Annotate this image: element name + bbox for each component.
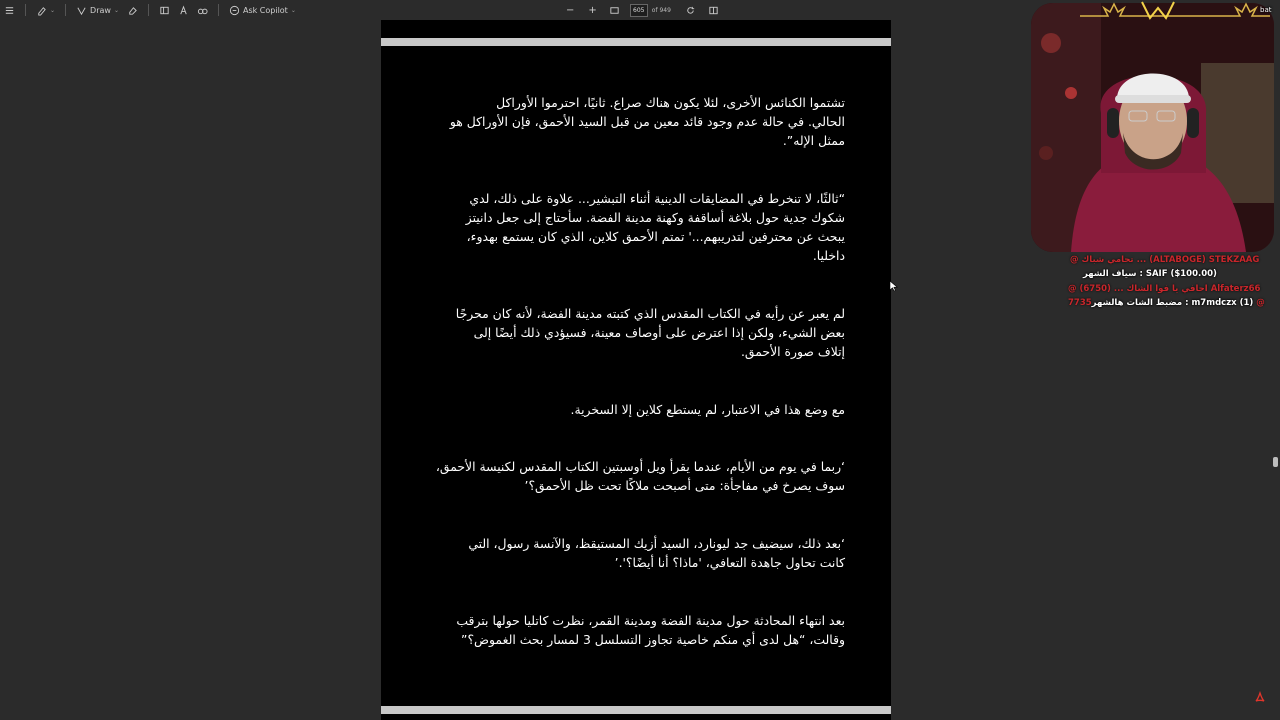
total-pages: of 949 (651, 6, 671, 14)
text-box-button[interactable] (155, 0, 174, 20)
highlight-button[interactable] (32, 0, 59, 20)
toolbar-divider (148, 4, 149, 16)
top-chatter-label: مضبط الشات هالشهر : m7mdczx (1) (1091, 298, 1254, 308)
text-line: “ثالثًا، لا تنخرط في المضايقات الدينية أثناء التبشير... علاوة على ذلك، لدي (469, 191, 845, 206)
toolbar-divider (25, 4, 26, 16)
paragraph-1 (450, 93, 845, 150)
overlay-line-3: @ احافي يا فوا الشاك ... (6750) Alfaterz66 (1068, 284, 1261, 294)
streamer-image (1031, 3, 1274, 252)
top-donor-label: سياف الشهر : SAIF ($100.00) (1083, 269, 1217, 279)
highlighter-icon (36, 5, 47, 16)
text-line: وقالت، “هل لدى أي منكم خاصية تجاوز التسلسل 3 لمسار بحث الغموض؟” (461, 632, 845, 647)
text-line: ممثل الإله”. (782, 133, 845, 148)
mouse-cursor-icon (889, 280, 899, 292)
page-view-icon[interactable] (708, 5, 719, 16)
paragraph-2 (466, 189, 845, 265)
text-icon (178, 5, 189, 16)
erase-button[interactable] (123, 0, 142, 20)
overlay-line-1: @ تحامي شباك ... (ALTABOGE) STEKZAAG (1070, 255, 1260, 265)
text-line: شكوك جدية حول بلاغة أساقفة وكهنة مدينة الفضة. سأحتاج إلى جعل دانيتز (465, 210, 845, 225)
rotate-icon[interactable] (685, 5, 696, 16)
paragraph-5 (436, 457, 845, 495)
list-icon (4, 5, 15, 16)
overlay-line-4 (1068, 298, 1265, 308)
page-gap (381, 38, 891, 46)
webcam-feed (1031, 3, 1274, 252)
page-number-input[interactable]: 605 (630, 4, 648, 17)
text-line: الحالي. في حالة عدم وجود قائد معين من قبل السيد الأحمق، فإن الأوراكل هو (449, 114, 845, 129)
chevron-down-icon[interactable]: ⌄ (290, 6, 296, 14)
draw-label: Draw (90, 5, 111, 15)
ask-copilot-label: Ask Copilot (242, 5, 288, 15)
contents-button[interactable] (0, 0, 19, 20)
text-line: بعض الشيء، ولكن إذا اعترض على أوصاف معينة، فسيؤدي ذلك أيضًا إلى (473, 325, 845, 340)
text-line: مع وضع هذا في الاعتبار، لم يستطع كلاين إلا السخرية. (570, 402, 845, 417)
chevron-down-icon[interactable]: ⌄ (113, 6, 119, 14)
text-line: ‘بعد ذلك، سيضيف جد ليونارد، السيد أزيك المستيقظ، والآنسة رسول، التي (468, 536, 845, 551)
overlay-prefix: 7735 (1068, 298, 1092, 308)
draw-button[interactable] (72, 0, 123, 20)
copilot-icon (229, 5, 240, 16)
overlay-suffix: @ (1256, 298, 1265, 308)
previous-page (381, 20, 891, 38)
text-line: كانت تحاول جاهدة التعافي، 'ماذا؟ أنا أيضًا؟'.’ (614, 555, 845, 570)
paragraph-4 (571, 400, 846, 419)
text-line: إتلاف صورة الأحمق. (740, 344, 845, 359)
chevron-down-icon[interactable]: ⌄ (50, 6, 56, 14)
paragraph-3 (456, 304, 845, 361)
next-page (381, 714, 891, 720)
text-line: تشتموا الكنائس الأخرى، لئلا يكون هناك صراع. ثانيًا، احترموا الأوراكل (496, 95, 845, 110)
text-box-icon (159, 5, 170, 16)
pen-icon (76, 5, 87, 16)
cam-name: bat (1260, 6, 1272, 14)
read-aloud-button[interactable] (193, 0, 212, 20)
pdf-app-icon[interactable] (1254, 691, 1266, 703)
text-line: سوف يصرخ في مفاجأة: متى أصبحت ملاكًا تحت ظل الأحمق؟’ (524, 478, 845, 493)
pdf-page (381, 46, 891, 706)
text-line: بعد انتهاء المحادثة حول مدينة الفضة ومدينة القمر، نظرت كاتليا حولها بترقب (456, 613, 845, 628)
paragraph-7 (456, 611, 845, 649)
fit-page-icon[interactable] (609, 5, 620, 16)
add-text-button[interactable] (174, 0, 193, 20)
text-line: ‘ربما في يوم من الأيام، عندما يقرأ ويل أوسبتين الكتاب المقدس لكنيسة الأحمق، (435, 459, 845, 474)
page-navigation (566, 0, 719, 20)
page-gap (381, 706, 891, 714)
paragraph-6 (468, 534, 845, 572)
read-aloud-icon (197, 5, 208, 16)
toolbar-divider (65, 4, 66, 16)
text-line: لم يعبر عن رأيه في الكتاب المقدس الذي كتبته مدينة الفضة، لأنه كان محرجًا (455, 306, 845, 321)
eraser-icon (127, 5, 138, 16)
scrollbar-thumb[interactable] (1273, 457, 1278, 467)
text-line: يبحث عن محترفين لتدريبهم...' تمتم الأحمق كلاين، الذي كان يستمع بهدوء، (466, 229, 845, 244)
zoom-out-icon[interactable]: − (566, 4, 575, 16)
ask-copilot-button[interactable] (225, 0, 300, 20)
crown-frame-icon (1080, 0, 1270, 20)
toolbar-divider (218, 4, 219, 16)
text-line: داخليا. (812, 248, 845, 263)
zoom-in-icon[interactable]: + (588, 4, 597, 16)
